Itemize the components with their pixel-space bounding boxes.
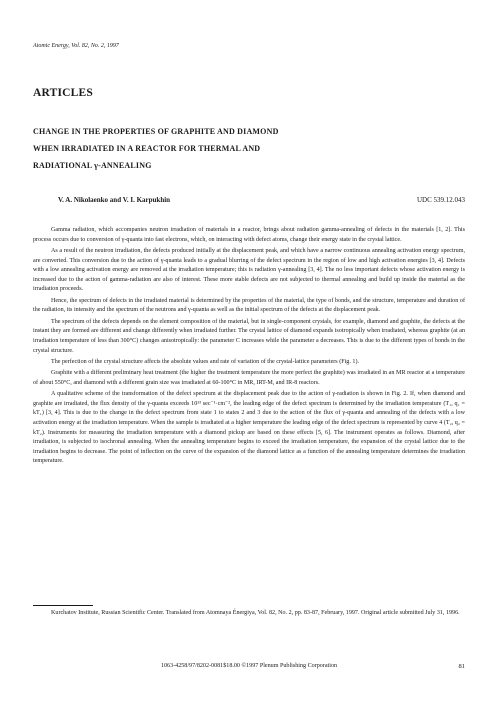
udc-code: UDC 539.12.043 xyxy=(416,196,465,204)
authors: V. A. Nikolaenko and V. I. Karpukhin xyxy=(58,196,171,204)
paragraph: Gamma radiation, which accompanies neutron irradiation of materials in a reactor, brings about radiation gamma-annealing of defects in the materials [1, 2]. This process occurs due to conversion of γ-quanta into fast electrons, which, on interacting with defect atoms, change their energy state in the crystal lattice. xyxy=(33,227,465,243)
paragraph: The perfection of the crystal structure affects the absolute values and rate of variation of the crystal-lattice parameters (Fig. 1). xyxy=(51,358,360,365)
footnote-text: Kurchatov Institute, Russian Scientific Center. Translated from Atomnaya Énergiya, Vol. 82, No. 2, pp. 83-87, February, 1997. Original article submitted July 31, 1996. xyxy=(51,610,460,616)
article-title xyxy=(33,123,463,174)
title-line: RADIATIONAL γ-ANNEALING xyxy=(33,161,152,170)
copyright-line: 1063-4258/97/8202-0081$18.00 ©1997 Plenum Publishing Corporation xyxy=(160,663,338,669)
journal-reference: Atomic Energy, Vol. 82, No. 2, 1997 xyxy=(33,43,119,49)
title-line: WHEN IRRADIATED IN A REACTOR FOR THERMAL AND xyxy=(33,144,261,153)
paragraph: Hence, the spectrum of defects in the irradiated material is determined by the properties of the material, the type of bonds, and the structure, temperature and duration of the radiation, its intensity and the spectrum of the neutrons and γ-quanta as well as the initial spectrum of the defects at the displacement peak. xyxy=(33,297,465,314)
section-heading: ARTICLES xyxy=(33,87,93,99)
title-line: CHANGE IN THE PROPERTIES OF GRAPHITE AND DIAMOND xyxy=(33,127,279,136)
article-body xyxy=(33,226,465,469)
page-number: 81 xyxy=(458,663,465,670)
paragraph: Graphite with a different preliminary heat treatment (the higher the treatment temperature the more perfect the graphite) was irradiated in an MR reactor at a temperature of about 550°C, and diamond with a different grain size was irradiated at 60-100°C in MR, IRT-M, and IR-8 reactors. xyxy=(33,370,465,386)
footnote xyxy=(33,609,465,619)
paragraph: As a result of the neutron irradiation, the defects produced initially at the displacement peak, and which have a narrow continuous annealing activation energy spectrum, are converted. This conversion due to the action of γ-quanta leads to a gradual blurring of the defect spectrum in the region of low and high activation energies [3, 4]. Defects with a low annealing activation energy are removed at the irradiation temperature; this is radiation γ-annealing [3, 4]. The no less important defects whose activation energy is increased due to the action of gamma-radiation are also of interest. These more stable defects are not subjected to thermal annealing and build up inside the material as the irradiation proceeds. xyxy=(33,247,465,293)
paragraph: A qualitative scheme of the transformation of the defect spectrum at the displacement peak due to the action of γ-radiation is shown in Fig. 2. If, when diamond and graphite are irradiated, the flux density of the γ-quanta exceeds 10¹³ sec⁻¹·cm⁻², the leading edge of the defect spectrum is determined by the irradiation temperature (T₁, q₁ = kT₁) [3, 4]. This is due to the change in the defect spectrum from state 1 to states 2 and 3 due to the action of the flux of γ-quanta and annealing of the defects with a low activation energy at the irradiation temperature. When the sample is irradiated at a higher temperature the leading edge of the defect spectrum is represented by curve 4 (T₂, q₂ = kT₂). Instruments for measuring the irradiation temperature with a diamond pickup are based on these effects [5, 6]. The instrument operates as follows. Diamond, after irradiation, is subjected to isochronal annealing. When the annealing temperature begins to exceed the irradiation temperature, the expansion of the crystal lattice due to the irradiation begins to decrease. The point of inflection on the curve of the expansion of the diamond lattice as a function of the annealing temperature determines the irradiation temperature. xyxy=(33,391,465,465)
footnote-rule xyxy=(33,605,93,606)
paragraph: The spectrum of the defects depends on the element composition of the material, but in single-component crystals, for example, diamond and graphite, the defects at the instant they are formed are different and change differently when irradiated further. The crystal lattice of diamond expands isotropically when irradiated, whereas graphite (at an irradiation temperature of less than 300°C) changes anisotropically: the parameter C increases while the parameter a decreases. This is due to the different types of bonds in the crystal structure. xyxy=(33,318,465,354)
